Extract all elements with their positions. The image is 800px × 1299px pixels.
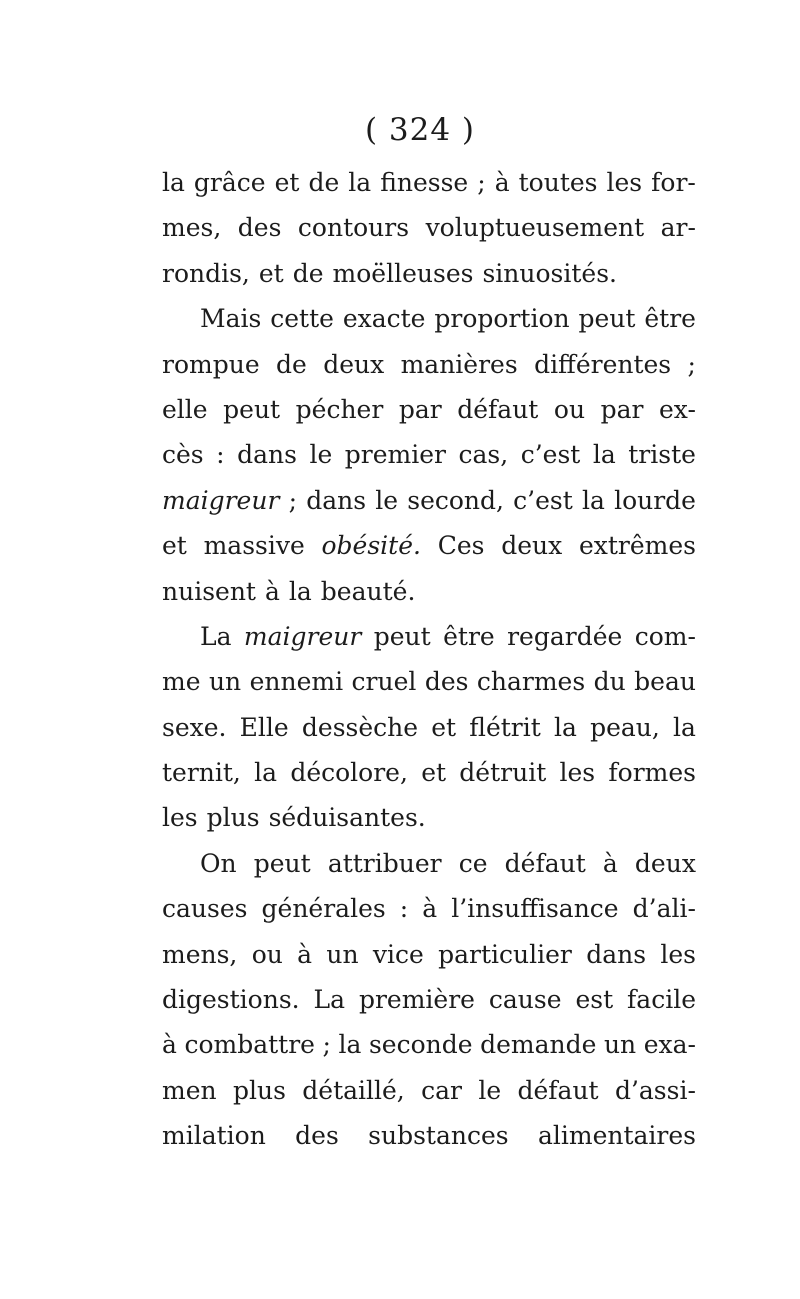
text-line: causes générales : à l’insuffisance d’ali- [162, 894, 696, 924]
text-line: rondis, et de moëlleuses sinuosités. [162, 258, 617, 288]
text-line: et massive obésité. Ces deux extrêmes [162, 531, 696, 561]
text-line: elle peut pécher par défaut ou par ex- [162, 394, 696, 424]
text-line: nuisent à la beauté. [162, 576, 416, 606]
page-number: ( 324 ) [364, 112, 476, 148]
text-line: mes, des contours voluptueusement ar- [162, 213, 696, 243]
paragraph-start-line: On peut attribuer ce défaut à deux [200, 848, 696, 878]
body-text [162, 160, 696, 1159]
text-line: les plus séduisantes. [162, 803, 426, 833]
text-line: maigreur ; dans le second, c’est la lourde [162, 485, 696, 515]
text-line: digestions. La première cause est facile [162, 985, 696, 1015]
text-line: mens, ou à un vice particulier dans les [162, 939, 696, 969]
text-line: la grâce et de la finesse ; à toutes les for- [162, 168, 696, 197]
text-line: à combattre ; la seconde demande un exa- [162, 1030, 696, 1060]
text-line: milation des substances alimentaires [162, 1121, 696, 1151]
text-line: rompue de deux manières différentes ; [162, 349, 696, 379]
text-line: sexe. Elle dessèche et flétrit la peau, la [162, 712, 696, 742]
paragraph-start-line: La maigreur peut être regardée com- [200, 621, 696, 651]
text-line: me un ennemi cruel des charmes du beau [162, 667, 696, 697]
text-line: cès : dans le premier cas, c’est la triste [162, 440, 696, 470]
paragraph-start-line: Mais cette exacte proportion peut être [200, 304, 696, 334]
text-line: men plus détaillé, car le défaut d’assi- [162, 1075, 696, 1105]
text-line: ternit, la décolore, et détruit les formes [162, 758, 696, 788]
